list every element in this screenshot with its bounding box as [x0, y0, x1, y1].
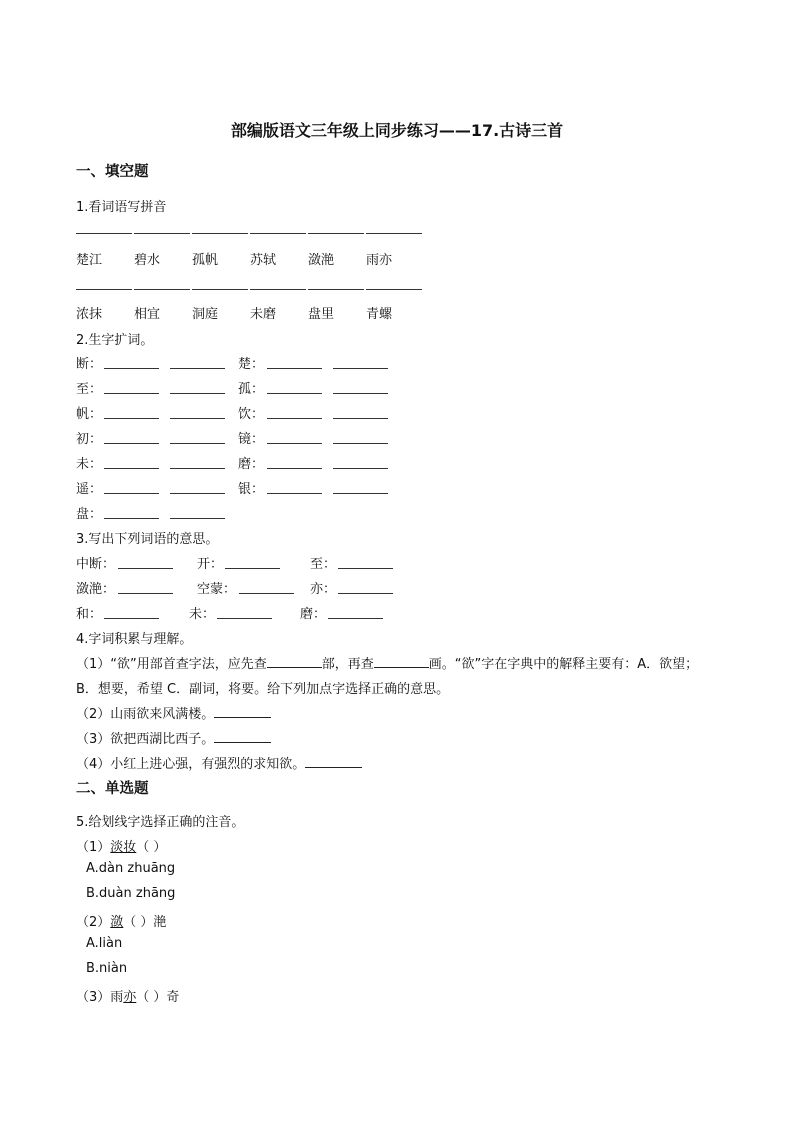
- pinyin-line-2b: [134, 289, 190, 290]
- char-prompt: 至：: [76, 382, 103, 397]
- section-fill-heading: 一、填空题: [76, 164, 149, 180]
- answer-blank[interactable]: [333, 368, 388, 369]
- q2-title: 2.生字扩词。: [76, 333, 154, 348]
- q5-sub-1: [76, 836, 166, 855]
- option-b[interactable]: B.duàn zhāng: [86, 886, 176, 901]
- term-prompt: 至：: [310, 557, 337, 572]
- option-a[interactable]: A.liàn: [86, 936, 123, 951]
- page-title: 部编版语文三年级上同步练习——17.古诗三首: [230, 121, 564, 140]
- word: 浓抹: [76, 307, 103, 322]
- term-prompt: 潋滟：: [76, 582, 116, 597]
- word: 盘里: [308, 307, 335, 322]
- word: 洞庭: [192, 307, 219, 322]
- char-prompt: 孤：: [238, 382, 265, 397]
- char-prompt: 未：: [76, 457, 103, 472]
- answer-blank[interactable]: [333, 468, 388, 469]
- answer-blank[interactable]: [104, 493, 159, 494]
- answer-blank[interactable]: [170, 468, 225, 469]
- pinyin-line-2a: [76, 289, 132, 290]
- char-prompt: 饮：: [238, 407, 265, 422]
- answer-blank[interactable]: [267, 393, 322, 394]
- pinyin-line-1c: [192, 233, 248, 234]
- q4-text: （1）“欲”用部首查字法，应先查: [76, 657, 267, 672]
- option-b[interactable]: B.niàn: [86, 961, 128, 976]
- answer-blank[interactable]: [374, 655, 429, 668]
- q5-sub-num: （1）: [76, 840, 111, 855]
- answer-blank[interactable]: [217, 618, 272, 619]
- answer-blank[interactable]: [104, 393, 159, 394]
- answer-blank[interactable]: [267, 493, 322, 494]
- char-prompt: 帆：: [76, 407, 103, 422]
- q4-part-1-cont: B．想要，希望 C．副词，将要。给下列加点字选择正确的意思。: [76, 682, 450, 697]
- pinyin-line-1b: [134, 233, 190, 234]
- answer-blank[interactable]: [338, 568, 393, 569]
- pinyin-line-2f: [366, 289, 422, 290]
- answer-blank[interactable]: [214, 730, 271, 743]
- answer-blank[interactable]: [170, 518, 225, 519]
- answer-blank[interactable]: [170, 443, 225, 444]
- term-prompt: 磨：: [300, 607, 327, 622]
- word: 青螺: [366, 307, 393, 322]
- q4-part-3: [76, 728, 271, 747]
- answer-blank[interactable]: [267, 443, 322, 444]
- answer-blank[interactable]: [333, 443, 388, 444]
- section-choice-heading: 二、单选题: [76, 781, 149, 797]
- term-prompt: 亦：: [310, 582, 337, 597]
- pinyin-line-1e: [308, 233, 364, 234]
- answer-blank[interactable]: [338, 593, 393, 594]
- answer-blank[interactable]: [118, 568, 173, 569]
- word: 雨亦: [366, 253, 393, 268]
- answer-blank[interactable]: [267, 468, 322, 469]
- char-prompt: 断：: [76, 357, 103, 372]
- pinyin-line-2c: [192, 289, 248, 290]
- answer-blank[interactable]: [104, 518, 159, 519]
- char-prompt: 遥：: [76, 482, 103, 497]
- answer-blank[interactable]: [104, 618, 159, 619]
- q4-part-2: [76, 703, 271, 722]
- answer-blank[interactable]: [267, 655, 322, 668]
- q4-text: 画。“欲”字在字典中的解释主要有：A．欲望；: [428, 657, 699, 672]
- q4-title: 4.字词积累与理解。: [76, 632, 193, 647]
- char-prompt: 银：: [238, 482, 265, 497]
- char-prompt: 盘：: [76, 507, 103, 522]
- char-prompt: 初：: [76, 432, 103, 447]
- term-prompt: 开：: [197, 557, 224, 572]
- answer-blank[interactable]: [170, 493, 225, 494]
- option-a[interactable]: A.dàn zhuāng: [86, 861, 176, 876]
- q5-sub-3: [76, 986, 179, 1005]
- answer-blank[interactable]: [333, 493, 388, 494]
- answer-blank[interactable]: [305, 755, 362, 768]
- word: 楚江: [76, 253, 103, 268]
- q5-sub-num: （3）雨: [76, 990, 124, 1005]
- word: 苏轼: [250, 253, 277, 268]
- q4-text: 部，再查: [321, 657, 374, 672]
- char-prompt: 磨：: [238, 457, 265, 472]
- word: 相宜: [134, 307, 161, 322]
- q5-underlined-word: 淡妆: [110, 840, 137, 855]
- word: 未磨: [250, 307, 277, 322]
- char-prompt: 楚：: [238, 357, 265, 372]
- answer-blank[interactable]: [118, 593, 173, 594]
- word: 潋滟: [308, 253, 335, 268]
- word: 孤帆: [192, 253, 219, 268]
- term-prompt: 和：: [76, 607, 103, 622]
- answer-blank[interactable]: [104, 368, 159, 369]
- pinyin-line-1a: [76, 233, 132, 234]
- answer-blank[interactable]: [104, 418, 159, 419]
- q5-underlined-word: 潋: [110, 915, 124, 930]
- q5-sub-2: [76, 911, 166, 930]
- char-prompt: 镜：: [238, 432, 265, 447]
- term-prompt: 未：: [189, 607, 216, 622]
- pinyin-line-2d: [250, 289, 306, 290]
- q5-sub-num: （2）: [76, 915, 111, 930]
- answer-blank[interactable]: [170, 368, 225, 369]
- q5-title: 5.给划线字选择正确的注音。: [76, 815, 245, 830]
- answer-blank[interactable]: [267, 368, 322, 369]
- q4-part-4: [76, 753, 362, 772]
- answer-blank[interactable]: [170, 418, 225, 419]
- q4-part-1: [76, 653, 698, 672]
- q5-underlined-word: 亦: [123, 990, 137, 1005]
- q5-paren: （ ）: [136, 840, 167, 855]
- q4-text: （3）欲把西湖比西子。: [76, 732, 215, 747]
- answer-blank[interactable]: [225, 568, 280, 569]
- answer-blank[interactable]: [104, 468, 159, 469]
- answer-blank[interactable]: [214, 705, 271, 718]
- q1-title: 1.看词语写拼音: [76, 200, 167, 215]
- pinyin-line-2e: [308, 289, 364, 290]
- answer-blank[interactable]: [333, 418, 388, 419]
- q4-text: （4）小红上进心强，有强烈的求知欲。: [76, 757, 306, 772]
- word: 碧水: [134, 253, 161, 268]
- answer-blank[interactable]: [170, 393, 225, 394]
- term-prompt: 空蒙：: [197, 582, 237, 597]
- q5-paren: （ ）奇: [136, 990, 180, 1005]
- answer-blank[interactable]: [267, 418, 322, 419]
- q5-paren: （ ）滟: [123, 915, 167, 930]
- term-prompt: 中断：: [76, 557, 116, 572]
- q4-text: （2）山雨欲来风满楼。: [76, 707, 215, 722]
- pinyin-line-1d: [250, 233, 306, 234]
- answer-blank[interactable]: [328, 618, 383, 619]
- answer-blank[interactable]: [239, 593, 294, 594]
- q3-title: 3.写出下列词语的意思。: [76, 532, 219, 547]
- answer-blank[interactable]: [104, 443, 159, 444]
- pinyin-line-1f: [366, 233, 422, 234]
- answer-blank[interactable]: [333, 393, 388, 394]
